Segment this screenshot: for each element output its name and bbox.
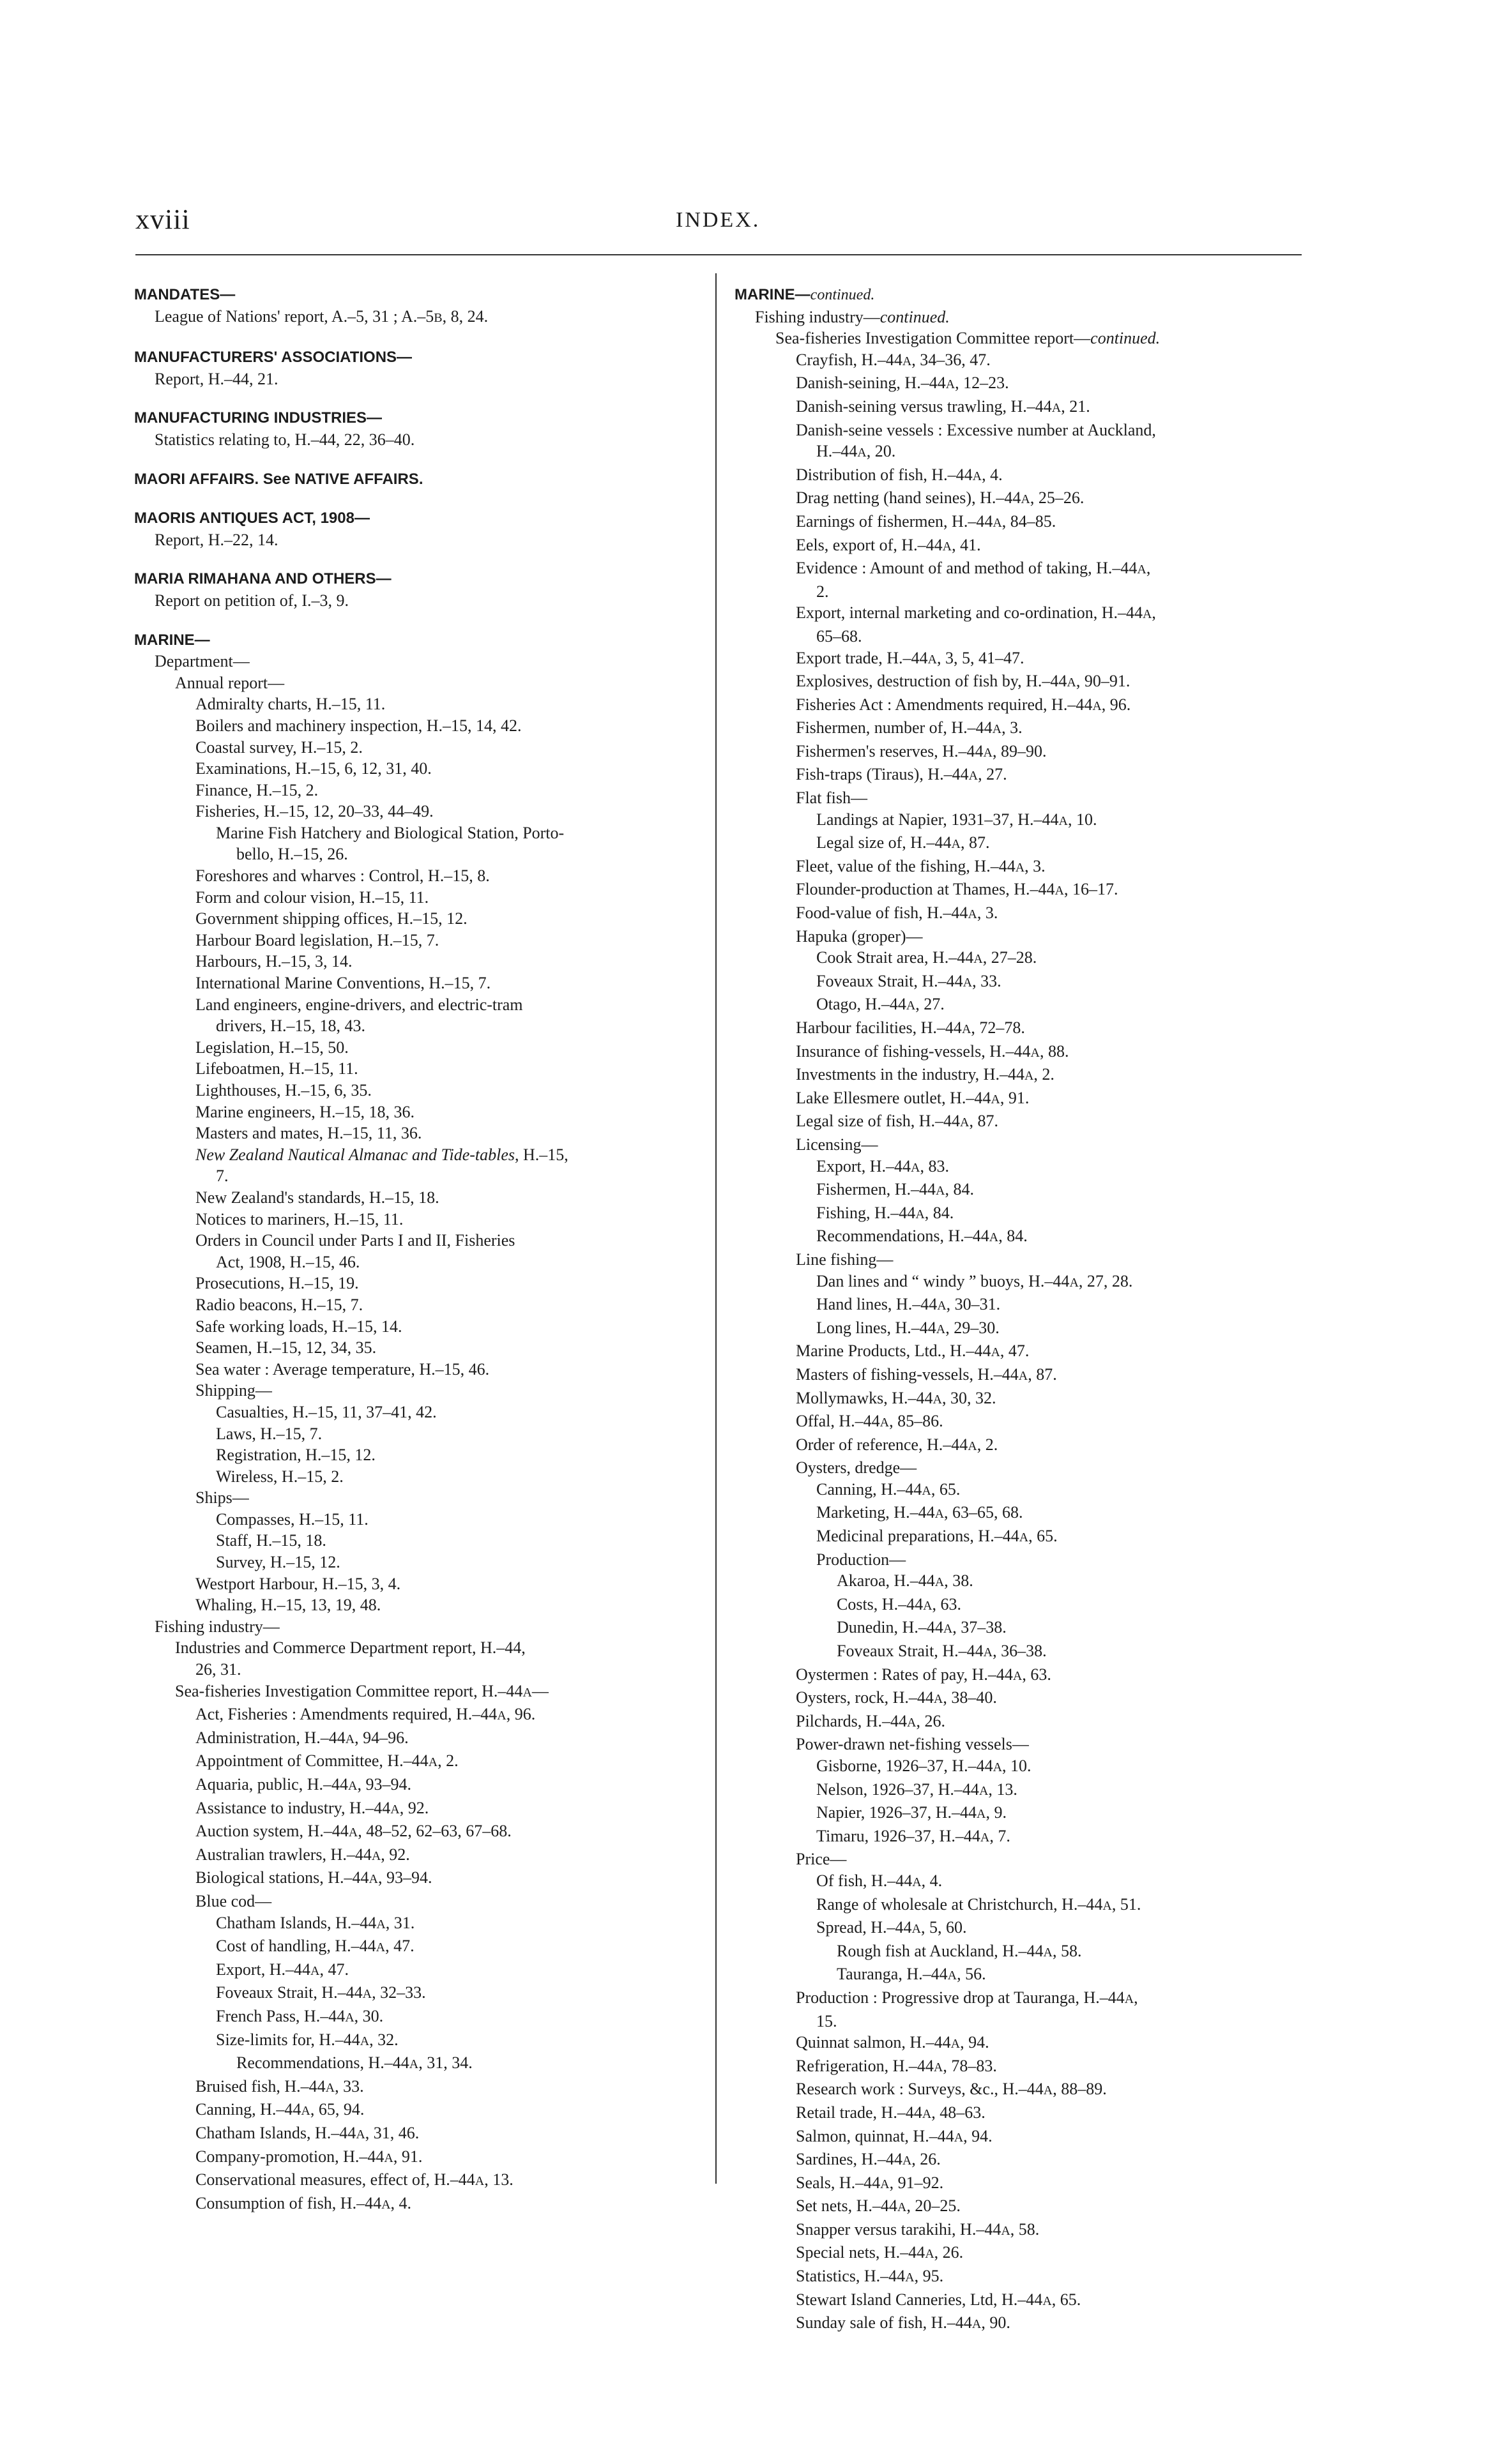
index-entry: Of fish, H.–44A, 4. [816,1871,943,1890]
index-entry: Harbour Board legislation, H.–15, 7. [195,930,439,949]
index-entry: Pilchards, H.–44A, 26. [796,1711,945,1730]
index-entry: Dan lines and “ windy ” buoys, H.–44A, 27, 28. [816,1271,1133,1290]
index-entry: Masters of fishing-vessels, H.–44A, 87. [796,1364,1057,1384]
index-entry: Line fishing— [796,1250,894,1269]
index-entry: 2. [816,582,829,601]
index-heading: MARIA RIMAHANA AND OTHERS— [134,570,392,588]
index-entry: Fishing industry—continued. [755,307,950,326]
entry-spacer [134,612,703,630]
header-rule [135,254,1302,255]
index-entry: Auction system, H.–44A, 48–52, 62–63, 67–68. [195,1822,512,1841]
entry-spacer [134,490,703,508]
index-entry: Hand lines, H.–44A, 30–31. [816,1295,1001,1314]
index-entry: Ships— [195,1488,249,1508]
index-entry: Coastal survey, H.–15, 2. [195,737,363,757]
index-entry: Marketing, H.–44A, 63–65, 68. [816,1503,1023,1522]
index-entry: Order of reference, H.–44A, 2. [796,1435,998,1454]
index-entry: Earnings of fishermen, H.–44A, 84–85. [796,511,1056,531]
index-entry: Crayfish, H.–44A, 34–36, 47. [796,350,991,369]
index-entry: Range of wholesale at Christchurch, H.–44A, 51. [816,1894,1141,1914]
index-entry: Tauranga, H.–44A, 56. [837,1965,986,1984]
index-heading: MANDATES— [134,286,236,303]
page-number: xviii [135,204,190,235]
index-entry: Long lines, H.–44A, 29–30. [816,1318,1000,1337]
index-entry: Foveaux Strait, H.–44A, 33. [816,971,1001,990]
index-entry: Canning, H.–44A, 65, 94. [195,2100,365,2119]
index-entry: Investments in the industry, H.–44A, 2. [796,1065,1054,1084]
index-entry: Otago, H.–44A, 27. [816,995,945,1014]
index-entry: Fisheries Act : Amendments required, H.–44A, 96. [796,695,1131,714]
index-entry: Report on petition of, I.–3, 9. [155,591,349,610]
index-entry: Recommendations, H.–44A, 84. [816,1227,1028,1246]
index-entry: Power-drawn net-fishing vessels— [796,1735,1029,1754]
index-entry: Legislation, H.–15, 50. [195,1038,349,1057]
index-entry: 26, 31. [195,1660,241,1679]
index-entry: Administration, H.–44A, 94–96. [195,1728,409,1747]
index-entry: Report, H.–22, 14. [155,530,278,549]
index-entry: Sea-fisheries Investigation Committee report, H.–44A— [175,1681,549,1700]
index-entry: Oystermen : Rates of pay, H.–44A, 63. [796,1665,1051,1684]
index-entry: Survey, H.–15, 12. [216,1553,340,1572]
index-entry: Conservational measures, effect of, H.–44A, 13. [195,2170,514,2189]
index-entry: Fishermen, H.–44A, 84. [816,1180,974,1199]
index-entry: Lake Ellesmere outlet, H.–44A, 91. [796,1088,1030,1107]
index-entry: Harbour facilities, H.–44A, 72–78. [796,1018,1025,1037]
index-heading: MAORIS ANTIQUES ACT, 1908— [134,510,370,527]
index-entry: Company-promotion, H.–44A, 91. [195,2147,423,2166]
index-entry: Hapuka (groper)— [796,926,923,946]
index-entry: Finance, H.–15, 2. [195,780,319,799]
entry-spacer [134,389,703,407]
index-entry: 15. [816,2011,837,2030]
index-entry: Rough fish at Auckland, H.–44A, 58. [837,1941,1082,1960]
index-entry: Sardines, H.–44A, 26. [796,2150,941,2169]
index-entry: Statistics, H.–44A, 95. [796,2267,944,2286]
index-column-left [134,284,703,2216]
index-entry: Appointment of Committee, H.–44A, 2. [195,1751,459,1771]
index-entry: 7. [216,1167,229,1186]
index-entry: Fishermen's reserves, H.–44A, 89–90. [796,741,1047,760]
index-entry: Sunday sale of fish, H.–44A, 90. [796,2313,1010,2332]
index-entry: Akaroa, H.–44A, 38. [837,1571,973,1591]
index-entry: Radio beacons, H.–15, 7. [195,1295,363,1314]
index-entry: Export trade, H.–44A, 3, 5, 41–47. [796,648,1024,667]
index-entry: Orders in Council under Parts I and II, Fisheries [195,1231,515,1250]
index-entry: Production— [816,1550,906,1569]
entry-spacer [134,451,703,469]
index-entry: Research work : Surveys, &c., H.–44A, 88–89. [796,2080,1107,2099]
index-entry: Safe working loads, H.–15, 14. [195,1317,402,1336]
index-entry: Prosecutions, H.–15, 19. [195,1274,359,1293]
index-entry: Sea water : Average temperature, H.–15, 46. [195,1359,490,1379]
index-entry: Westport Harbour, H.–15, 3, 4. [195,1574,401,1593]
index-entry: Consumption of fish, H.–44A, 4. [195,2193,412,2212]
index-entry: Laws, H.–15, 7. [216,1424,323,1443]
index-entry: International Marine Conventions, H.–15, 7. [195,974,491,993]
index-entry: Dunedin, H.–44A, 37–38. [837,1618,1007,1637]
index-entry: Retail trade, H.–44A, 48–63. [796,2103,986,2122]
index-entry: Marine engineers, H.–15, 18, 36. [195,1102,415,1121]
index-entry: Timaru, 1926–37, H.–44A, 7. [816,1826,1010,1845]
index-entry: New Zealand Nautical Almanac and Tide-tables, H.–15, [195,1145,568,1164]
index-entry: Fishermen, number of, H.–44A, 3. [796,718,1023,737]
index-entry: Drag netting (hand seines), H.–44A, 25–26. [796,488,1085,508]
index-entry: Napier, 1926–37, H.–44A, 9. [816,1803,1007,1822]
index-entry: Fleet, value of the fishing, H.–44A, 3. [796,856,1046,875]
index-entry: Fish-traps (Tiraus), H.–44A, 27. [796,765,1007,784]
index-entry: Biological stations, H.–44A, 93–94. [195,1868,432,1887]
index-entry: Export, H.–44A, 83. [816,1156,949,1175]
index-entry: Foveaux Strait, H.–44A, 32–33. [216,1983,426,2002]
index-entry: Export, internal marketing and co-ordination, H.–44A, [796,603,1156,623]
index-entry: Admiralty charts, H.–15, 11. [195,695,386,714]
index-heading: MARINE— [134,631,210,649]
index-entry: Sea-fisheries Investigation Committee report—continued. [775,329,1161,348]
index-entry: Distribution of fish, H.–44A, 4. [796,465,1003,484]
index-entry: Department— [155,652,250,671]
index-entry: Eels, export of, H.–44A, 41. [796,535,981,554]
index-entry: Refrigeration, H.–44A, 78–83. [796,2056,997,2075]
index-entry: Seals, H.–44A, 91–92. [796,2173,944,2192]
index-entry: Report, H.–44, 21. [155,369,278,388]
index-entry: Set nets, H.–44A, 20–25. [796,2196,961,2216]
index-entry: Seamen, H.–15, 12, 34, 35. [195,1338,377,1357]
index-entry: Legal size of, H.–44A, 87. [816,833,990,852]
index-entry: Food-value of fish, H.–44A, 3. [796,903,998,923]
index-entry: Shipping— [195,1381,272,1400]
index-entry: Bruised fish, H.–44A, 33. [195,2076,364,2096]
index-entry: Act, 1908, H.–15, 46. [216,1252,360,1271]
index-entry: Fishing industry— [155,1617,280,1636]
column-divider [715,273,717,2184]
index-entry: Lighthouses, H.–15, 6, 35. [195,1081,372,1100]
index-entry: Boilers and machinery inspection, H.–15, 14, 42. [195,716,522,735]
index-entry: Snapper versus tarakihi, H.–44A, 58. [796,2219,1040,2239]
index-entry: Danish-seining, H.–44A, 12–23. [796,374,1009,393]
index-entry: Spread, H.–44A, 5, 60. [816,1918,967,1937]
index-entry: Costs, H.–44A, 63. [837,1594,962,1614]
index-entry: Chatham Islands, H.–44A, 31, 46. [195,2123,420,2142]
index-entry: Foreshores and wharves : Control, H.–15, 8. [195,866,490,886]
index-entry: Canning, H.–44A, 65. [816,1479,961,1499]
index-entry: Casualties, H.–15, 11, 37–41, 42. [216,1402,437,1421]
index-entry: Export, H.–44A, 47. [216,1960,349,1979]
index-entry: Australian trawlers, H.–44A, 92. [195,1845,410,1864]
index-entry: Masters and mates, H.–15, 11, 36. [195,1124,422,1143]
index-entry: Annual report— [175,673,285,692]
index-entry: Medicinal preparations, H.–44A, 65. [816,1527,1058,1546]
index-entry: Form and colour vision, H.–15, 11. [195,888,429,907]
index-entry: Danish-seine vessels : Excessive number at Auckland, [796,420,1156,439]
index-entry: League of Nations' report, A.–5, 31 ; A.–5B, 8, 24. [155,306,489,326]
index-column-right [735,284,1309,2336]
index-entry: Offal, H.–44A, 85–86. [796,1412,943,1431]
index-heading: MANUFACTURERS' ASSOCIATIONS— [134,349,413,367]
index-entry: Legal size of fish, H.–44A, 87. [796,1112,998,1131]
index-entry: Nelson, 1926–37, H.–44A, 13. [816,1780,1017,1799]
index-entry: Registration, H.–15, 12. [216,1446,376,1465]
index-entry: Compasses, H.–15, 11. [216,1509,369,1529]
index-entry: Production : Progressive drop at Tauranga, H.–44A, [796,1988,1138,2007]
index-entry: Industries and Commerce Department report, H.–44, [175,1638,526,1658]
entry-spacer [134,329,703,347]
index-entry: Price— [796,1850,847,1869]
index-entry: Danish-seining versus trawling, H.–44A, 21. [796,397,1090,416]
index-entry: Explosives, destruction of fish by, H.–44A, 90–91. [796,672,1130,691]
index-entry: Stewart Island Canneries, Ltd, H.–44A, 65. [796,2290,1081,2309]
index-entry: Oysters, dredge— [796,1458,917,1478]
index-entry: Marine Fish Hatchery and Biological Station, Porto- [216,823,565,842]
index-entry: Quinnat salmon, H.–44A, 94. [796,2033,989,2052]
index-entry: bello, H.–15, 26. [236,845,348,864]
index-entry: Cook Strait area, H.–44A, 27–28. [816,948,1037,967]
index-entry: Gisborne, 1926–37, H.–44A, 10. [816,1757,1031,1775]
index-heading: MARINE—continued. [735,286,875,303]
index-entry: Fishing, H.–44A, 84. [816,1203,954,1222]
index-entry: New Zealand's standards, H.–15, 18. [195,1188,439,1207]
index-entry: Chatham Islands, H.–44A, 31. [216,1913,415,1932]
index-entry: Foveaux Strait, H.–44A, 36–38. [837,1642,1047,1661]
index-entry: 65–68. [816,626,862,646]
index-entry: Staff, H.–15, 18. [216,1531,326,1550]
index-entry: Notices to mariners, H.–15, 11. [195,1209,404,1228]
index-entry: Landings at Napier, 1931–37, H.–44A, 10. [816,810,1097,829]
index-entry: Fisheries, H.–15, 12, 20–33, 44–49. [195,802,434,821]
index-entry: Whaling, H.–15, 13, 19, 48. [195,1596,381,1615]
index-entry: Recommendations, H.–44A, 31, 34. [236,2053,473,2073]
page-title: INDEX. [676,208,761,232]
entry-spacer [134,550,703,568]
index-entry: Statistics relating to, H.–44, 22, 36–40. [155,430,415,449]
index-entry: Wireless, H.–15, 2. [216,1467,344,1486]
index-entry: Assistance to industry, H.–44A, 92. [195,1798,429,1817]
index-entry: Harbours, H.–15, 3, 14. [195,952,353,971]
index-entry: Marine Products, Ltd., H.–44A, 47. [796,1342,1030,1361]
index-entry: Act, Fisheries : Amendments required, H.–44A, 96. [195,1705,536,1724]
index-heading: MANUFACTURING INDUSTRIES— [134,409,382,427]
index-heading: MAORI AFFAIRS. See NATIVE AFFAIRS. [134,470,423,488]
index-entry: Oysters, rock, H.–44A, 38–40. [796,1688,997,1707]
index-entry: drivers, H.–15, 18, 43. [216,1017,365,1036]
index-entry: Cost of handling, H.–44A, 47. [216,1937,415,1956]
index-entry: Aquaria, public, H.–44A, 93–94. [195,1775,411,1794]
index-entry: Flounder-production at Thames, H.–44A, 16–17. [796,880,1118,899]
index-entry: Licensing— [796,1135,878,1154]
index-entry: Salmon, quinnat, H.–44A, 94. [796,2126,993,2145]
index-entry: Examinations, H.–15, 6, 12, 31, 40. [195,759,432,778]
index-entry: H.–44A, 20. [816,442,896,461]
index-entry: Flat fish— [796,789,867,808]
index-entry: Insurance of fishing-vessels, H.–44A, 88. [796,1041,1069,1061]
index-entry: Land engineers, engine-drivers, and electric-tram [195,995,523,1014]
index-entry: Size-limits for, H.–44A, 32. [216,2030,399,2049]
index-entry: Evidence : Amount of and method of taking, H.–44A, [796,559,1151,578]
index-entry: Special nets, H.–44A, 26. [796,2243,964,2262]
index-entry: Blue cod— [195,1891,272,1910]
index-entry: Government shipping offices, H.–15, 12. [195,909,468,928]
index-entry: Lifeboatmen, H.–15, 11. [195,1059,358,1078]
index-entry: Mollymawks, H.–44A, 30, 32. [796,1388,996,1407]
index-entry: French Pass, H.–44A, 30. [216,2006,384,2025]
